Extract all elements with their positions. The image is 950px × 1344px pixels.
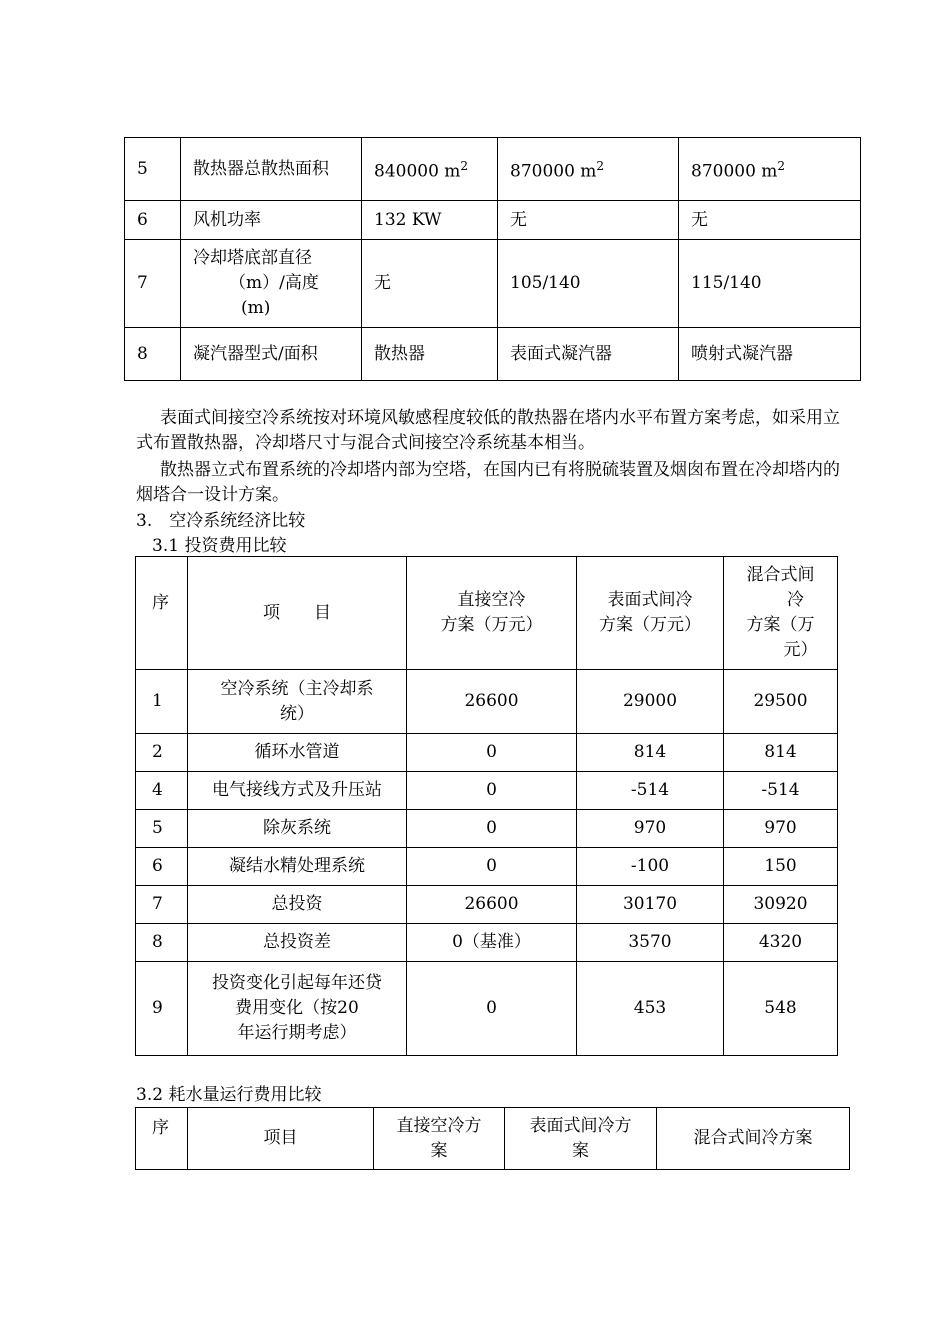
section-heading-3-1: 3.1 投资费用比较	[152, 536, 287, 556]
cell-surface: -514	[577, 772, 724, 810]
section-heading-3: 3. 空冷系统经济比较	[136, 511, 306, 531]
header-direct: 直接空冷 方案（万元）	[407, 557, 577, 670]
row-number: 7	[125, 240, 181, 328]
table-row	[136, 886, 838, 924]
cell-surface: 表面式凝汽器	[498, 328, 679, 381]
cell-direct: 26600	[407, 670, 577, 734]
row-number: 6	[125, 201, 181, 240]
cell-direct: 0	[407, 734, 577, 772]
cell-surface: 无	[498, 201, 679, 240]
header-item: 项 目	[188, 557, 407, 670]
row-item: 总投资差	[188, 924, 407, 962]
cell-direct: 0	[407, 962, 577, 1056]
cell-surface: 105/140	[498, 240, 679, 328]
row-number: 4	[136, 772, 188, 810]
paragraph-vertical-layout: 散热器立式布置系统的冷却塔内部为空塔，在国内已有将脱硫装置及烟囱布置在冷却塔内的烟塔合一设计方案。	[136, 460, 840, 505]
header-seq: 序	[136, 1108, 188, 1170]
table-row	[136, 734, 838, 772]
cell-surface: 3570	[577, 924, 724, 962]
cell-surface: 453	[577, 962, 724, 1056]
table-row	[136, 670, 838, 734]
cell-direct: 0	[407, 810, 577, 848]
cell-direct: 26600	[407, 886, 577, 924]
cell-direct: 0	[407, 772, 577, 810]
cell-mixed: 150	[724, 848, 838, 886]
cell-surface: 29000	[577, 670, 724, 734]
table-row	[136, 810, 838, 848]
cell-mixed: 814	[724, 734, 838, 772]
section-heading-3-2: 3.2 耗水量运行费用比较	[136, 1085, 322, 1105]
header-item: 项目	[188, 1108, 374, 1170]
cell-surface: 30170	[577, 886, 724, 924]
cell-direct: 0	[407, 848, 577, 886]
table-row	[125, 240, 861, 328]
header-surface: 表面式间冷方 案	[505, 1108, 657, 1170]
row-number: 5	[136, 810, 188, 848]
row-number: 8	[136, 924, 188, 962]
cell-mixed: 4320	[724, 924, 838, 962]
cell-surface: -100	[577, 848, 724, 886]
cell-mixed: 29500	[724, 670, 838, 734]
row-item: 风机功率	[181, 201, 362, 240]
row-item: 投资变化引起每年还贷 费用变化（按20 年运行期考虑）	[188, 962, 407, 1056]
cell-mixed: 30920	[724, 886, 838, 924]
row-number: 1	[136, 670, 188, 734]
equipment-comparison-table	[124, 137, 861, 381]
header-mixed: 混合式间冷方案	[657, 1108, 850, 1170]
header-mixed: 混合式间 冷 方案（万 元）	[724, 557, 838, 670]
header-direct: 直接空冷方 案	[374, 1108, 505, 1170]
cell-mixed: 喷射式凝汽器	[679, 328, 861, 381]
row-item: 电气接线方式及升压站	[188, 772, 407, 810]
water-cost-comparison-table	[135, 1107, 850, 1170]
table-row	[136, 924, 838, 962]
row-number: 6	[136, 848, 188, 886]
cell-surface: 870000 $m^2$	[498, 138, 679, 201]
row-item: 散热器总散热面积	[181, 138, 362, 201]
row-number: 7	[136, 886, 188, 924]
cell-direct: 132 KW	[362, 201, 498, 240]
cell-direct: 840000 $m^2$	[362, 138, 498, 201]
cell-direct: 散热器	[362, 328, 498, 381]
table-row	[136, 848, 838, 886]
row-item: 除灰系统	[188, 810, 407, 848]
header-seq: 序	[136, 557, 188, 670]
row-number: 2	[136, 734, 188, 772]
table-row	[125, 328, 861, 381]
cell-direct: 0（基准）	[407, 924, 577, 962]
cell-mixed: 115/140	[679, 240, 861, 328]
cell-mixed: -514	[724, 772, 838, 810]
cell-surface: 970	[577, 810, 724, 848]
row-item: 凝结水精处理系统	[188, 848, 407, 886]
row-item: 凝汽器型式/面积	[181, 328, 362, 381]
table-row	[125, 138, 861, 201]
table-header-row	[136, 557, 838, 670]
table-header-row	[136, 1108, 850, 1170]
cell-mixed: 无	[679, 201, 861, 240]
row-item: 总投资	[188, 886, 407, 924]
table-row	[125, 201, 861, 240]
row-item: 空冷系统（主冷却系 统）	[188, 670, 407, 734]
row-number: 9	[136, 962, 188, 1056]
header-surface: 表面式间冷 方案（万元）	[577, 557, 724, 670]
cell-mixed: 870000 $m^2$	[679, 138, 861, 201]
row-item: 冷却塔底部直径 （m）/高度 (m)	[181, 240, 362, 328]
cell-direct: 无	[362, 240, 498, 328]
cell-surface: 814	[577, 734, 724, 772]
row-number: 5	[125, 138, 181, 201]
row-item: 循环水管道	[188, 734, 407, 772]
table-row	[136, 772, 838, 810]
cell-mixed: 970	[724, 810, 838, 848]
row-number: 8	[125, 328, 181, 381]
investment-comparison-table	[135, 556, 838, 1056]
paragraph-surface-cooling: 表面式间接空冷系统按对环境风敏感程度较低的散热器在塔内水平布置方案考虑，如采用立式布置散热器，冷却塔尺寸与混合式间接空冷系统基本相当。	[136, 408, 840, 453]
table-row	[136, 962, 838, 1056]
cell-mixed: 548	[724, 962, 838, 1056]
